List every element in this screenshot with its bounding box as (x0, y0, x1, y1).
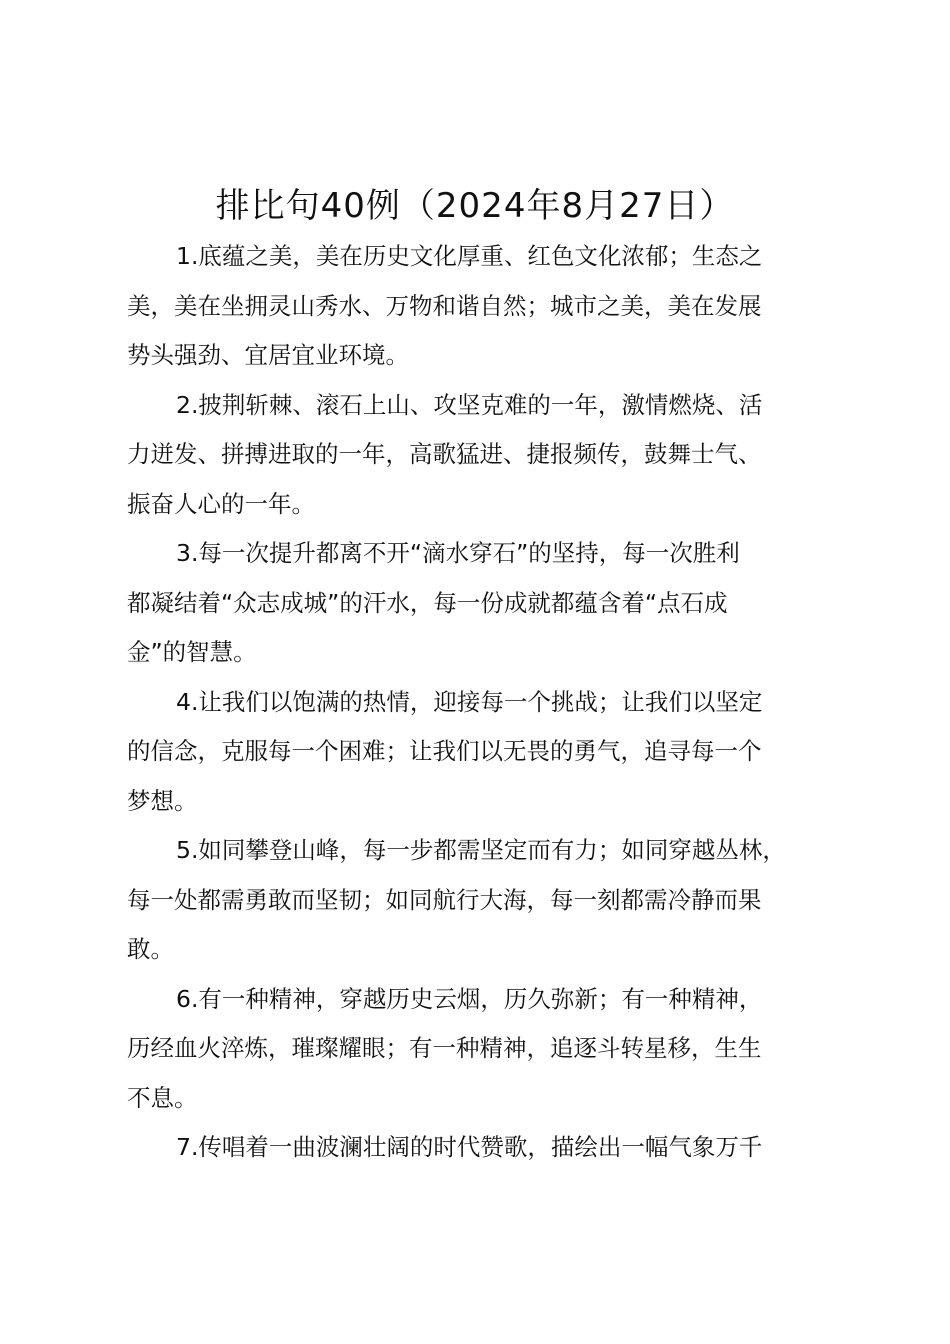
paragraph-6 (127, 975, 847, 1124)
paragraph-1 (127, 232, 847, 381)
document-title: 排比句40例（2024年8月27日） (215, 186, 735, 226)
paragraph-4 (127, 678, 847, 827)
paragraph-line: 势头强劲、宜居宜业环境。 (127, 341, 409, 369)
paragraph-line: 5.如同攀登山峰，每一步都需坚定而有力；如同穿越丛林， (176, 836, 786, 864)
paragraph-line: 4.让我们以饱满的热情，迎接每一个挑战；让我们以坚定 (176, 687, 763, 716)
paragraph-3 (127, 529, 847, 678)
paragraph-line: 金”的智慧。 (127, 638, 257, 666)
paragraph-line: 2.披荆斩棘、滚石上山、攻坚克难的一年，激情燃烧、活 (176, 390, 763, 419)
paragraph-line: 6.有一种精神，穿越历史云烟，历久弥新；有一种精神， (176, 984, 763, 1013)
paragraph-line: 7.传唱着一曲波澜壮阔的时代赞歌，描绘出一幅气象万千 (176, 1133, 763, 1161)
document-body (127, 232, 847, 1173)
paragraph-line: 历经血火淬炼，璀璨耀眼；有一种精神，追逐斗转星移，生生 (127, 1034, 762, 1062)
paragraph-line: 梦想。 (127, 786, 198, 815)
paragraph-line: 3.每一次提升都离不开“滴水穿石”的坚持，每一次胜利 (176, 539, 740, 567)
paragraph-line: 都凝结着“众志成城”的汗水，每一份成就都蕴含着“点石成 (127, 588, 728, 617)
paragraph-line: 力迸发、拼搏进取的一年，高歌猛进、捷报频传，鼓舞士气、 (127, 440, 762, 468)
paragraph-5 (127, 826, 847, 975)
paragraph-line: 不息。 (127, 1083, 198, 1112)
paragraph-line: 振奋人心的一年。 (127, 489, 315, 518)
paragraph-7 (127, 1123, 847, 1173)
paragraph-line: 每一处都需勇敢而坚韧；如同航行大海，每一刻都需冷静而果 (127, 885, 762, 914)
paragraph-line: 1.底蕴之美，美在历史文化厚重、红色文化浓郁；生态之 (176, 242, 763, 270)
paragraph-2 (127, 381, 847, 530)
paragraph-line: 美，美在坐拥灵山秀水、万物和谐自然；城市之美，美在发展 (127, 291, 762, 320)
paragraph-line: 敢。 (127, 935, 174, 963)
paragraph-line: 的信念，克服每一个困难；让我们以无畏的勇气，追寻每一个 (127, 737, 762, 765)
